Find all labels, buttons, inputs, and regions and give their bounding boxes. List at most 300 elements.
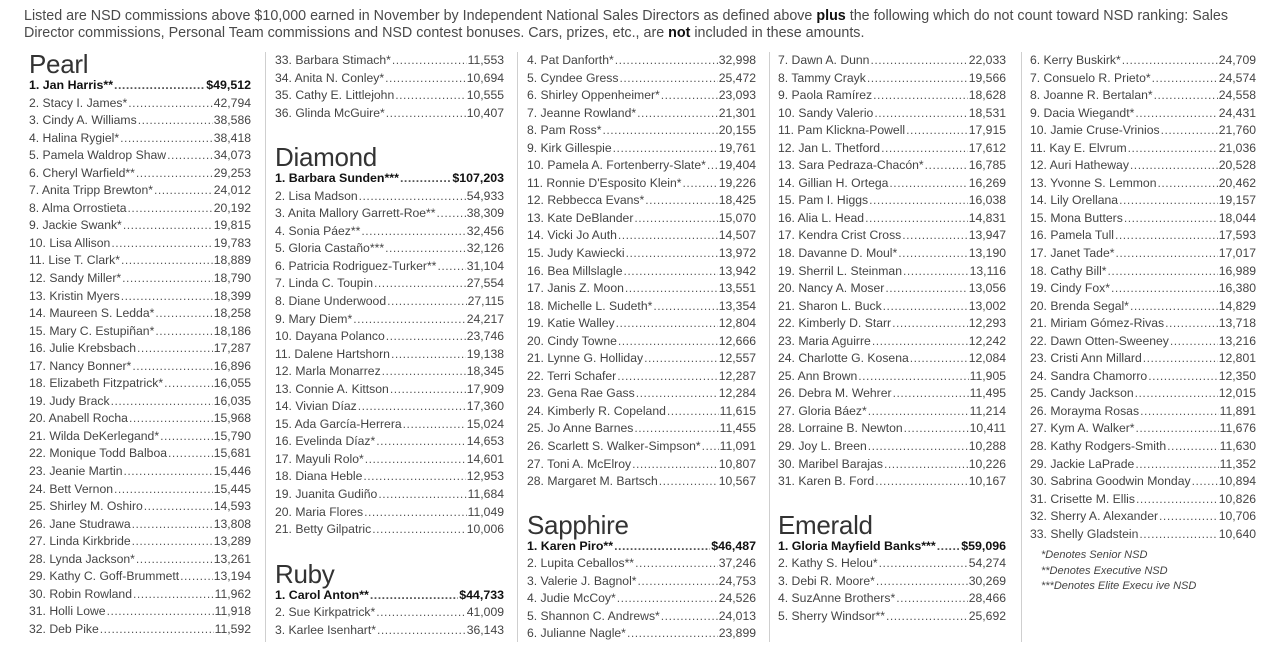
list-item: [1030, 264, 1256, 282]
director-name: 35. Cathy E. Littlejohn: [275, 88, 395, 103]
leader-dots: [636, 386, 718, 400]
commission-amount: 12,084: [968, 351, 1006, 366]
director-name: 20. Nancy A. Moser: [778, 281, 885, 296]
commission-amount: 14,831: [968, 210, 1006, 225]
list-item: [527, 439, 756, 457]
commission-amount: 24,574: [1218, 70, 1256, 85]
section-ruby: [275, 560, 504, 641]
section-title: Ruby: [275, 558, 335, 589]
director-name: 32. Sherry A. Alexander: [1030, 509, 1159, 524]
leader-dots: [627, 626, 718, 640]
list-item: [29, 289, 251, 307]
director-name: 27. Linda Kirkbride: [29, 534, 131, 549]
list-item: [275, 434, 504, 452]
list-item: [778, 141, 1006, 159]
list-item: [527, 386, 756, 404]
director-name: 1. Jan Harris**: [29, 78, 114, 92]
commission-amount: 54,933: [466, 188, 504, 203]
list-item: [527, 421, 756, 439]
commission-amount: 36,143: [466, 622, 504, 637]
leader-dots: [617, 369, 718, 383]
list-item: [1030, 211, 1256, 229]
section-continued: [778, 53, 1006, 492]
director-name: 18. Davanne D. Moul*: [778, 246, 898, 261]
commission-amount: 16,035: [213, 393, 251, 408]
director-name: 19. Sherril L. Steinman: [778, 263, 902, 278]
director-name: 10. Lisa Allison: [29, 235, 111, 250]
leader-dots: [898, 246, 967, 260]
leader-dots: [1130, 299, 1218, 313]
list-item: [1030, 123, 1256, 141]
list-item: [275, 53, 504, 71]
leader-dots: [114, 78, 205, 92]
list-item: [1030, 193, 1256, 211]
director-name: 13. Sara Pedraza-Chacón*: [778, 158, 924, 173]
director-name: 32. Deb Pike: [29, 621, 99, 636]
list-item: [1030, 492, 1256, 510]
director-name: 21. Sharon L. Buck: [778, 298, 882, 313]
commission-amount: 13,942: [718, 263, 756, 278]
commission-amount: 11,455: [719, 421, 756, 436]
intro-emphasis-not: not: [668, 25, 691, 41]
leader-dots: [364, 505, 467, 519]
intro-emphasis-plus: plus: [816, 8, 846, 24]
list-item: [29, 183, 251, 201]
director-name: 4. SuzAnne Brothers*: [778, 591, 896, 606]
list-item: [275, 106, 504, 124]
section-pearl: [29, 50, 251, 640]
director-name: 1. Carol Anton**: [275, 587, 369, 602]
director-name: 7. Jeanne Rowland*: [527, 105, 637, 120]
list-item: [527, 176, 756, 194]
list-item: [29, 218, 251, 236]
director-name: 25. Candy Jackson: [1030, 386, 1134, 401]
list-item: [778, 474, 1006, 492]
leader-dots: [867, 71, 968, 85]
list-item: [778, 264, 1006, 282]
commission-amount: 23,746: [466, 329, 504, 344]
intro-text-1: Listed are NSD commissions above $10,000 earned in November by Independent National Sales Directors as defined above: [24, 8, 817, 24]
director-name: 25. Jo Anne Barnes: [527, 421, 634, 436]
commission-amount: 24,012: [213, 183, 251, 198]
director-name: 22. Monique Todd Balboa: [29, 446, 168, 461]
director-name: 3. Debi R. Moore*: [778, 573, 875, 588]
director-name: 9. Mary Diem*: [275, 311, 353, 326]
director-name: 4. Pat Danforth*: [527, 53, 614, 67]
commission-amount: 20,192: [213, 200, 251, 215]
list-item: [778, 228, 1006, 246]
leader-dots: [632, 457, 718, 471]
leader-dots: [137, 341, 213, 355]
director-name: 22. Kimberly D. Starr: [778, 316, 892, 331]
leader-dots: [618, 228, 718, 242]
commission-amount: 18,186: [213, 323, 251, 338]
leader-dots: [1154, 88, 1218, 102]
leader-dots: [114, 482, 213, 496]
director-name: 24. Sandra Chamorro: [1030, 368, 1148, 383]
list-item: [275, 623, 504, 641]
leader-dots: [879, 556, 968, 570]
commission-amount: 16,989: [1218, 263, 1256, 278]
list-item: [778, 457, 1006, 475]
leader-dots: [1124, 211, 1218, 225]
director-name: 23. Jeanie Martin: [29, 464, 123, 479]
director-name: 20. Anabell Rocha: [29, 411, 128, 426]
leader-dots: [1119, 193, 1218, 207]
list-item: [527, 158, 756, 176]
director-name: 21. Betty Gilpatric: [275, 522, 372, 537]
commission-amount: 32,126: [466, 241, 504, 256]
leader-dots: [111, 236, 212, 250]
list-item: [275, 276, 504, 294]
commission-amount: 24,013: [718, 608, 756, 623]
director-name: 8. Joanne R. Bertalan*: [1030, 88, 1153, 103]
commission-amount: 23,093: [718, 88, 756, 103]
list-item: [275, 382, 504, 400]
commission-amount: 31,104: [466, 258, 504, 273]
commission-amount: 11,049: [467, 504, 504, 519]
list-item: [29, 236, 251, 254]
column-4: [778, 53, 1006, 626]
commission-amount: 25,472: [718, 70, 756, 85]
list-item: [1030, 228, 1256, 246]
director-name: 3. Cindy A. Williams: [29, 113, 137, 128]
leader-dots: [884, 457, 968, 471]
section-emerald: [778, 511, 1006, 627]
director-name: 10. Sandy Valerio: [778, 105, 874, 120]
list-item: [275, 294, 504, 312]
director-name: 15. Judy Kawiecki: [527, 246, 625, 261]
commission-amount: $107,203: [452, 171, 504, 186]
leader-dots: [1139, 527, 1217, 541]
commission-amount: 10,826: [1218, 491, 1256, 506]
leader-dots: [874, 106, 967, 120]
commission-amount: 42,794: [213, 95, 251, 110]
commission-amount: 18,258: [213, 306, 251, 321]
leader-dots: [1135, 386, 1218, 400]
leader-dots: [391, 347, 466, 361]
list-item: [29, 464, 251, 482]
list-item: [29, 341, 251, 359]
list-item: [275, 399, 504, 417]
director-name: 15. Mona Butters: [1030, 210, 1123, 225]
commission-amount: 32,998: [718, 53, 756, 67]
list-item: [778, 351, 1006, 369]
director-name: 4. Sonia Páez**: [275, 223, 361, 238]
list-item: [778, 88, 1006, 106]
commission-amount: 13,261: [213, 551, 251, 566]
leader-dots: [903, 264, 969, 278]
commission-amount: 11,630: [1219, 439, 1256, 454]
commission-amount: 15,790: [213, 428, 251, 443]
commission-amount: 34,073: [213, 148, 251, 163]
director-name: 28. Lorraine B. Newton: [778, 421, 903, 436]
list-item: [1030, 299, 1256, 317]
director-name: 11. Dalene Hartshorn: [275, 346, 390, 361]
leader-dots: [886, 609, 968, 623]
list-item: [275, 329, 504, 347]
leader-dots: [1167, 439, 1218, 453]
director-name: 4. Halina Rygiel*: [29, 130, 120, 145]
leader-dots: [386, 106, 466, 120]
list-item: [1030, 176, 1256, 194]
commission-amount: 24,526: [718, 591, 756, 606]
director-name: 9. Dacia Wiegandt*: [1030, 105, 1135, 120]
leader-dots: [385, 241, 466, 255]
commission-amount: $49,512: [206, 78, 251, 92]
list-item: [527, 334, 756, 352]
commission-amount: 13,354: [718, 298, 756, 313]
director-name: 16. Julie Krebsbach: [29, 341, 137, 356]
list-item: [778, 439, 1006, 457]
list-item: [1030, 158, 1256, 176]
commission-amount: 17,287: [213, 341, 251, 356]
leader-dots: [374, 276, 466, 290]
list-item: [778, 281, 1006, 299]
leader-dots: [634, 421, 718, 435]
list-item: [1030, 88, 1256, 106]
director-name: 1. Barbara Sunden***: [275, 171, 399, 186]
commission-amount: 10,411: [969, 421, 1006, 436]
commission-amount: 13,116: [969, 263, 1006, 278]
leader-dots: [883, 299, 968, 313]
list-item: [527, 141, 756, 159]
commission-amount: 11,553: [467, 53, 504, 67]
leader-dots: [1140, 404, 1219, 418]
director-name: 31. Karen B. Ford: [778, 474, 875, 489]
list-item: [527, 228, 756, 246]
leader-dots: [377, 623, 466, 637]
director-name: 18. Elizabeth Fitzpatrick*: [29, 376, 164, 391]
leader-dots: [904, 421, 969, 435]
column-divider: [769, 52, 770, 642]
legend-elite: ***Denotes Elite Execu ive NSD: [1041, 580, 1197, 592]
leader-dots: [872, 334, 968, 348]
commission-amount: 11,962: [214, 586, 251, 601]
commission-amount: 10,706: [1218, 509, 1256, 524]
section-title: Diamond: [275, 142, 377, 173]
leader-dots: [634, 211, 717, 225]
leader-dots: [124, 464, 213, 478]
list-item: [1030, 281, 1256, 299]
commission-amount: 38,418: [213, 130, 251, 145]
intro-text-3: included in these amounts.: [690, 25, 865, 41]
leader-dots: [902, 228, 967, 242]
commission-amount: 13,002: [968, 298, 1006, 313]
list-item: [778, 211, 1006, 229]
director-name: 28. Kathy Rodgers-Smith: [1030, 439, 1167, 454]
commission-amount: 21,036: [1218, 140, 1256, 155]
director-name: 8. Alma Orrostieta: [29, 200, 127, 215]
commission-amount: 14,829: [1218, 298, 1256, 313]
list-item: [275, 189, 504, 207]
commission-amount: 17,017: [1218, 246, 1256, 261]
director-name: 1. Karen Piro**: [527, 538, 614, 553]
commission-amount: 10,167: [968, 474, 1006, 489]
list-item: [275, 206, 504, 224]
commission-amount: 18,531: [968, 105, 1006, 120]
list-item: [527, 574, 756, 592]
list-item: [778, 158, 1006, 176]
leader-dots: [390, 382, 466, 396]
commission-amount: 19,226: [718, 175, 756, 190]
commission-amount: 16,896: [213, 358, 251, 373]
commission-amount: 21,760: [1218, 123, 1256, 138]
leader-dots: [616, 316, 718, 330]
leader-dots: [358, 399, 466, 413]
director-name: 20. Cindy Towne: [527, 333, 617, 348]
commission-amount: 10,226: [968, 456, 1006, 471]
commission-amount: 11,676: [1219, 421, 1256, 436]
director-name: 30. Sabrina Goodwin Monday: [1030, 474, 1191, 489]
leader-dots: [868, 439, 968, 453]
list-item: [29, 446, 251, 464]
list-item: [778, 106, 1006, 124]
director-name: 6. Kerry Buskirk*: [1030, 53, 1121, 67]
leader-dots: [132, 517, 213, 531]
leader-dots: [603, 123, 718, 137]
director-name: 28. Lynda Jackson*: [29, 551, 135, 566]
director-name: 5. Cyndee Gress: [527, 70, 619, 85]
list-item: [778, 609, 1006, 627]
commission-amount: 13,190: [968, 246, 1006, 261]
commission-amount: 10,694: [466, 70, 504, 85]
leader-dots: [1135, 106, 1217, 120]
director-name: 24. Bett Vernon: [29, 481, 114, 496]
leader-dots: [702, 439, 719, 453]
commission-amount: 19,157: [1218, 193, 1256, 208]
leader-dots: [100, 622, 214, 636]
list-item: [527, 556, 756, 574]
list-item: [29, 587, 251, 605]
list-item: [275, 452, 504, 470]
leader-dots: [1161, 123, 1218, 137]
commission-amount: $44,733: [459, 587, 504, 602]
commission-amount: 18,044: [1218, 210, 1256, 225]
commission-amount: 20,462: [1218, 175, 1256, 190]
commission-amount: 12,557: [718, 351, 756, 366]
commission-amount: 14,601: [466, 451, 504, 466]
leader-dots: [365, 452, 466, 466]
commission-amount: 13,972: [718, 246, 756, 261]
commission-amount: 16,269: [968, 175, 1006, 190]
list-item: [29, 499, 251, 517]
director-name: 12. Jan L. Thetford: [778, 140, 881, 155]
director-name: 17. Janis Z. Moon: [527, 281, 624, 296]
section-title: Sapphire: [527, 509, 629, 540]
director-name: 29. Jackie LaPrade: [1030, 456, 1135, 471]
list-item: [275, 469, 504, 487]
leader-dots: [437, 206, 466, 220]
leader-dots: [1148, 369, 1218, 383]
section-title: Pearl: [29, 49, 89, 79]
section-title: Emerald: [778, 509, 873, 540]
leader-dots: [372, 522, 466, 536]
leader-dots: [873, 88, 968, 102]
leader-dots: [392, 53, 467, 67]
director-name: 23. Maria Aguirre: [778, 333, 871, 348]
commission-amount: 19,783: [213, 235, 251, 250]
director-name: 29. Kathy C. Goff-Brummett: [29, 569, 180, 584]
column-2: [275, 53, 504, 640]
commission-amount: 12,287: [718, 368, 756, 383]
director-name: 7. Dawn A. Dunn: [778, 53, 870, 67]
leader-dots: [889, 176, 967, 190]
director-name: 7. Anita Tripp Brewton*: [29, 183, 153, 198]
commission-amount: 12,293: [968, 316, 1006, 331]
director-name: 6. Cheryl Warfield**: [29, 165, 135, 180]
leader-dots: [107, 604, 214, 618]
list-item: [1030, 246, 1256, 264]
leader-dots: [376, 605, 465, 619]
list-item: [778, 316, 1006, 334]
commission-amount: 24,709: [1218, 53, 1256, 67]
commission-amount: 15,024: [466, 416, 504, 431]
leader-dots: [653, 299, 717, 313]
director-name: 3. Anita Mallory Garrett-Roe**: [275, 206, 436, 221]
list-item: [778, 591, 1006, 609]
legend-senior: *Denotes Senior NSD: [1041, 549, 1148, 561]
commission-amount: $46,487: [711, 538, 756, 553]
commission-amount: 17,909: [466, 381, 504, 396]
list-item: [527, 53, 756, 71]
leader-dots: [667, 404, 719, 418]
director-name: 34. Anita N. Conley*: [275, 70, 385, 85]
column-3: [527, 53, 756, 644]
commission-amount: 13,216: [1218, 333, 1256, 348]
list-item: [275, 347, 504, 365]
leader-dots: [625, 281, 718, 295]
director-name: 27. Toni A. McElroy: [527, 456, 632, 471]
director-name: 25. Ann Brown: [778, 368, 858, 383]
director-name: 9. Jackie Swank*: [29, 218, 122, 233]
director-name: 2. Kathy S. Helou*: [778, 556, 878, 571]
director-name: 24. Charlotte G. Kosena: [778, 351, 909, 366]
commission-amount: 11,091: [719, 439, 756, 454]
list-item: [29, 394, 251, 412]
list-item: [1030, 53, 1256, 71]
commission-amount: 15,070: [718, 210, 756, 225]
leader-dots: [123, 218, 213, 232]
commission-amount: 18,345: [466, 364, 504, 379]
leader-dots: [121, 289, 213, 303]
leader-dots: [615, 53, 718, 67]
list-item: [778, 556, 1006, 574]
commission-amount: 13,947: [968, 228, 1006, 243]
commission-amount: 15,968: [213, 411, 251, 426]
director-name: 18. Diana Heble: [275, 469, 363, 484]
director-name: 30. Robin Rowland: [29, 586, 132, 601]
column-divider: [265, 52, 266, 642]
list-item: [29, 429, 251, 447]
director-name: 26. Jane Studrawa: [29, 516, 131, 531]
commission-amount: 17,593: [1218, 228, 1256, 243]
commission-amount: 25,692: [968, 608, 1006, 623]
leader-dots: [1122, 53, 1218, 67]
director-name: 16. Bea Millslagle: [527, 263, 623, 278]
commission-amount: 12,666: [718, 333, 756, 348]
commission-amount: 16,380: [1218, 281, 1256, 296]
list-item: [29, 534, 251, 552]
director-name: 22. Terri Schafer: [527, 368, 617, 383]
director-name: 5. Shannon C. Andrews*: [527, 608, 660, 623]
director-name: 19. Cindy Fox*: [1030, 281, 1110, 296]
director-name: 16. Pamela Tull: [1030, 228, 1115, 243]
list-item: [1030, 386, 1256, 404]
commission-amount: 11,214: [969, 403, 1006, 418]
list-item: [527, 539, 756, 557]
list-item: [29, 569, 251, 587]
